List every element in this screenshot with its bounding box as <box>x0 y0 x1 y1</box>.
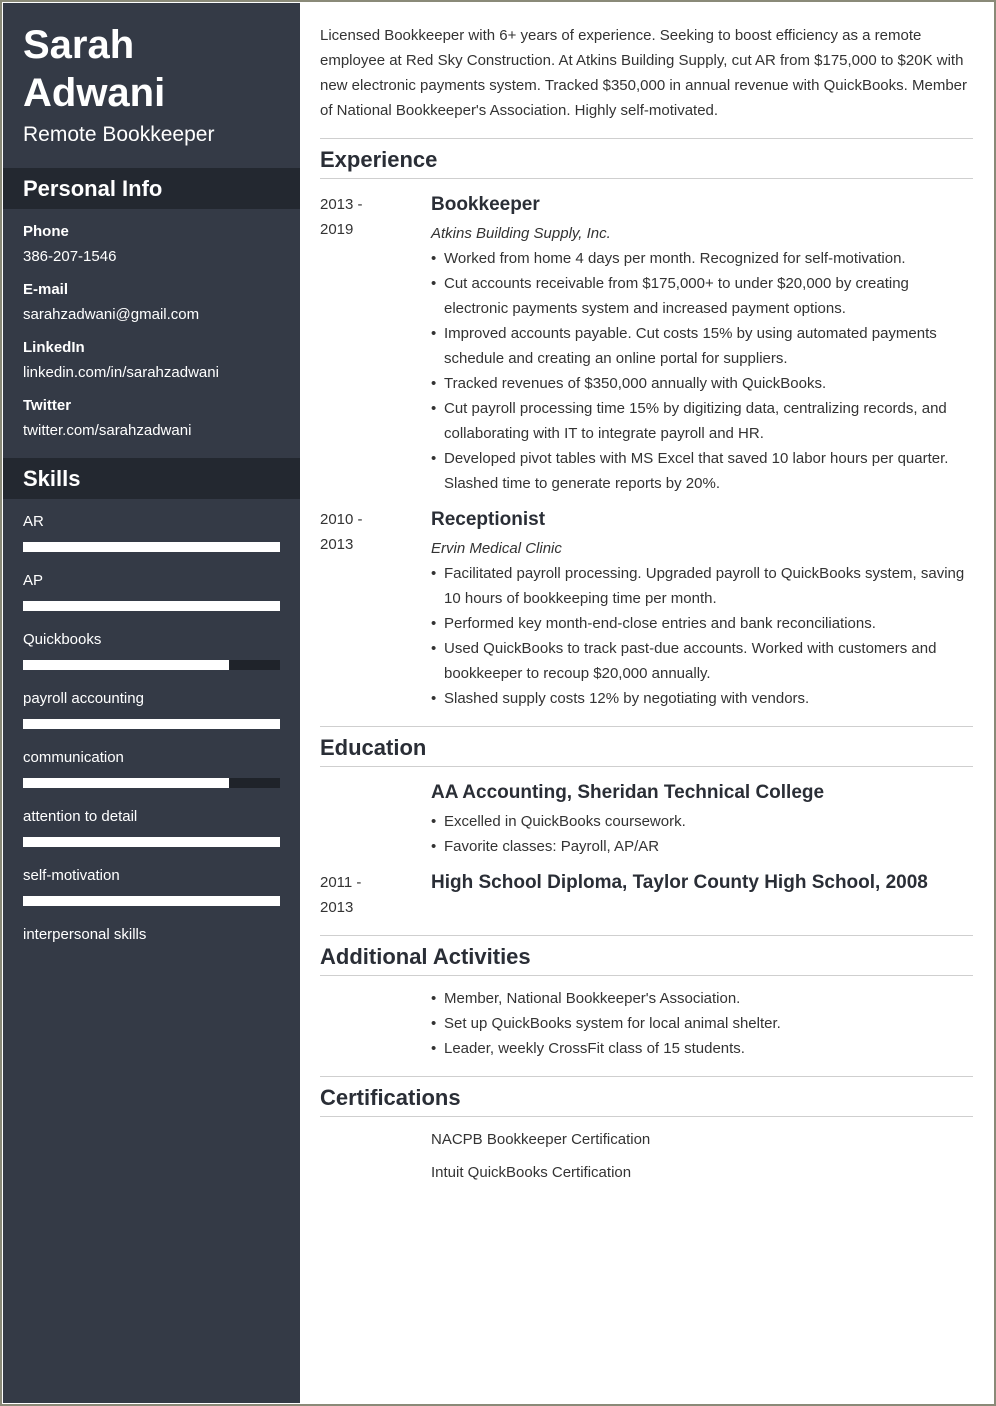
summary: Licensed Bookkeeper with 6+ years of experience. Seeking to boost efficiency as a remote employee at Red Sky Construction. At Atkins Building Supply, cut AR from $175,000 to $20K with new electronic payments system. Tracked $350,000 in annual revenue with QuickBooks. Member of National Bookkeeper's Association. Highly self-motivated. <box>320 27 967 119</box>
divider <box>320 935 973 936</box>
job-date <box>320 507 410 557</box>
company-name: Atkins Building Supply, Inc. <box>431 225 611 242</box>
divider <box>320 1076 973 1077</box>
job-bullets <box>431 561 971 711</box>
linkedin-label: LinkedIn <box>23 339 85 356</box>
list-item: • Member, National Bookkeeper's Association. <box>431 986 971 1011</box>
list-item: • Cut accounts receivable from $175,000+ to under $20,000 by creating electronic payments system and increased payment options. <box>431 271 971 321</box>
divider <box>320 766 973 767</box>
skill-bar <box>23 660 280 670</box>
date-end: 2013 <box>320 899 354 916</box>
skill-bar-fill <box>23 542 280 552</box>
email-label: E-mail <box>23 281 69 298</box>
skill-name: interpersonal skills <box>23 926 147 943</box>
linkedin-value: linkedin.com/in/sarahzadwani <box>23 364 219 381</box>
skill-bar <box>23 601 280 611</box>
job-title: Receptionist <box>431 509 546 530</box>
skill-bar <box>23 719 280 729</box>
divider <box>320 178 973 179</box>
list-item: • Favorite classes: Payroll, AP/AR <box>431 834 971 859</box>
degree-title: High School Diploma, Taylor County High School, 2008 <box>431 872 928 893</box>
candidate-name <box>23 21 165 117</box>
list-item: • Facilitated payroll processing. Upgraded payroll to QuickBooks system, saving 10 hours of bookkeeping time per month. <box>431 561 971 611</box>
skill-bar-fill <box>23 719 280 729</box>
date-end: 2019 <box>320 221 354 238</box>
skill-bar-fill <box>23 660 229 670</box>
degree-title: AA Accounting, Sheridan Technical College <box>431 782 825 803</box>
date-start: 2013 - <box>320 196 363 213</box>
sidebar <box>3 3 300 1403</box>
divider <box>320 1116 973 1117</box>
divider <box>320 726 973 727</box>
list-item: • Cut payroll processing time 15% by digitizing data, centralizing records, and collaborating with IT to integrate payroll and HR. <box>431 396 971 446</box>
skill-name: Quickbooks <box>23 631 102 648</box>
list-item: • Excelled in QuickBooks coursework. <box>431 809 971 834</box>
skill-name: payroll accounting <box>23 690 144 707</box>
list-item: • Tracked revenues of $350,000 annually with QuickBooks. <box>431 371 971 396</box>
education-bullets <box>431 809 971 859</box>
last-name: Adwani <box>23 71 166 115</box>
skills-heading: Skills <box>3 458 300 499</box>
divider <box>320 975 973 976</box>
list-item: • Worked from home 4 days per month. Recognized for self-motivation. <box>431 246 971 271</box>
skill-bar <box>23 896 280 906</box>
skill-name: AR <box>23 513 44 530</box>
skill-bar-fill <box>23 601 280 611</box>
list-item: • Set up QuickBooks system for local animal shelter. <box>431 1011 971 1036</box>
first-name: Sarah <box>23 23 135 67</box>
company-name: Ervin Medical Clinic <box>431 540 562 557</box>
certifications-heading: Certifications <box>320 1085 461 1110</box>
activities-bullets <box>431 986 971 1061</box>
date-end: 2013 <box>320 536 354 553</box>
list-item: • Developed pivot tables with MS Excel that saved 10 labor hours per quarter. Slashed time to generate reports by 20%. <box>431 446 971 496</box>
education-heading: Education <box>320 735 427 760</box>
activities-heading: Additional Activities <box>320 944 531 969</box>
skill-bar <box>23 542 280 552</box>
job-title-subtitle: Remote Bookkeeper <box>23 123 215 146</box>
job-title: Bookkeeper <box>431 194 540 215</box>
skill-bar-fill <box>23 778 229 788</box>
skill-name: AP <box>23 572 44 589</box>
date-start: 2010 - <box>320 511 363 528</box>
twitter-label: Twitter <box>23 397 72 414</box>
skill-name: attention to detail <box>23 808 138 825</box>
date-start: 2011 - <box>320 874 362 891</box>
job-bullets <box>431 246 971 496</box>
skill-name: self-motivation <box>23 867 120 884</box>
phone-label: Phone <box>23 223 69 240</box>
email-value: sarahzadwani@gmail.com <box>23 306 200 323</box>
list-item: • Used QuickBooks to track past-due accounts. Worked with customers and bookkeeper to recoup $20,000 annually. <box>431 636 971 686</box>
list-item: • Performed key month-end-close entries and bank reconciliations. <box>431 611 971 636</box>
skill-name: communication <box>23 749 124 766</box>
certification-item: NACPB Bookkeeper Certification <box>431 1131 651 1148</box>
skill-bar <box>23 837 280 847</box>
experience-heading: Experience <box>320 147 438 172</box>
list-item: • Slashed supply costs 12% by negotiating with vendors. <box>431 686 971 711</box>
divider <box>320 138 973 139</box>
list-item: • Leader, weekly CrossFit class of 15 students. <box>431 1036 971 1061</box>
skill-bar-fill <box>23 837 280 847</box>
skill-bar <box>23 778 280 788</box>
education-date <box>320 870 410 920</box>
certification-item: Intuit QuickBooks Certification <box>431 1164 632 1181</box>
phone-value: 386-207-1546 <box>23 248 117 265</box>
personal-info-heading: Personal Info <box>3 168 300 209</box>
skill-bar-fill <box>23 896 280 906</box>
twitter-value: twitter.com/sarahzadwani <box>23 422 192 439</box>
list-item: • Improved accounts payable. Cut costs 15% by using automated payments schedule and creating an online portal for suppliers. <box>431 321 971 371</box>
job-date <box>320 192 410 242</box>
